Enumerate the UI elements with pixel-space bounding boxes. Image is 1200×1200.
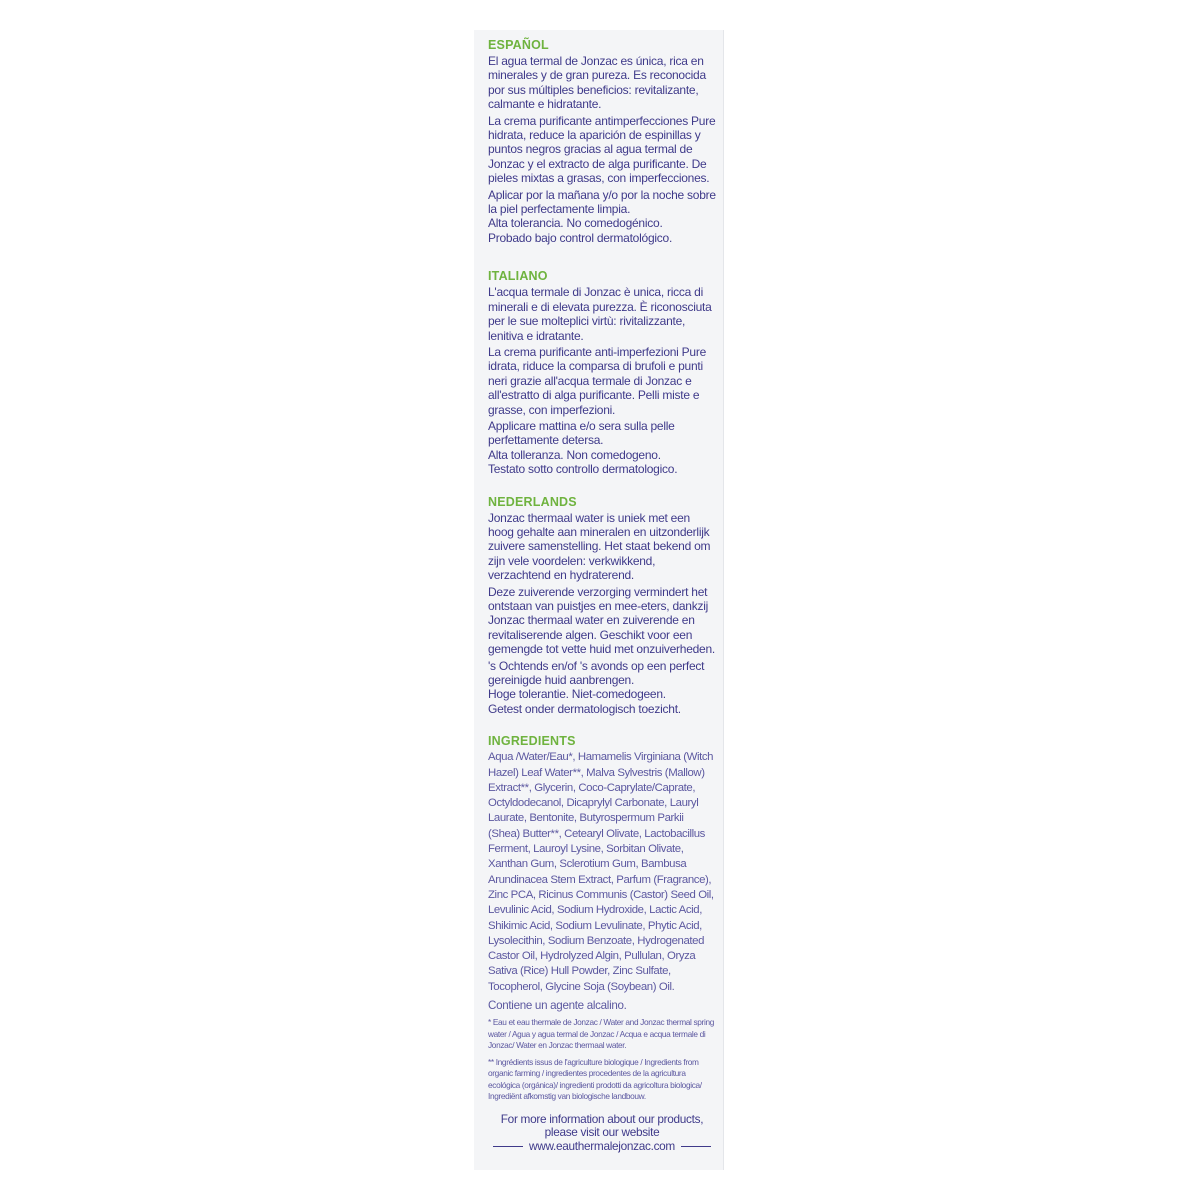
section-espanol bbox=[488, 38, 716, 245]
ingredients-list: Aqua /Water/Eau*, Hamamelis Virginiana (Witch Hazel) Leaf Water**, Malva Sylvestris (Mallow) Extract**, Glycerin, Coco-Caprylate/Caprate, Octyldodecanol, Dicaprylyl Carbonate, Lauryl Laurate, Bentonite, Butyrospermum Parkii (Shea) Butter**, Cetearyl Olivate, Lactobacillus Ferment, Lauroyl Lysine, Sorbitan Olivate, Xanthan Gum, Sclerotium Gum, Bambusa Arundinacea Stem Extract, Parfum (Fragrance), Zinc PCA, Ricinus Communis (Castor) Seed Oil, Levulinic Acid, Sodium Hydroxide, Lactic Acid, Shikimic Acid, Sodium Levulinate, Phytic Acid, Lysolecithin, Sodium Benzoate, Hydrogenated Castor Oil, Hydrolyzed Algin, Pullulan, Oryza Sativa (Rice) Hull Powder, Zinc Sulfate, Tocopherol, Glycine Soja (Soybean) Oil. bbox=[488, 751, 714, 993]
espanol-paragraph-3: Aplicar por la mañana y/o por la noche sobre la piel perfectamente limpia. bbox=[488, 187, 716, 217]
italiano-heading: ITALIANO bbox=[488, 269, 548, 284]
footnote-thermal-water: * Eau et eau thermale de Jonzac / Water and Jonzac thermal spring water / Agua y agua termal de Jonzac / Acqua e acqua termale di Jonzac/ Water en Jonzac thermaal water. bbox=[488, 1017, 714, 1050]
italiano-paragraph-1: L'acqua termale di Jonzac è unica, ricca di minerali e di elevata purezza. È riconosciuta per le sue molteplici virtù: rivitalizzante, lenitiva e idratante. bbox=[488, 285, 712, 343]
product-label-panel bbox=[474, 30, 724, 1170]
espanol-paragraph-4: Alta tolerancia. No comedogénico. bbox=[488, 216, 663, 231]
nederlands-paragraph-1: Jonzac thermaal water is uniek met een hoog gehalte aan mineralen en uitzonderlijk zuivere samenstelling. Het staat bekend om zijn vele voordelen: verkwikkend, verzachtend en hydraterend. bbox=[488, 510, 711, 583]
footer-url-row bbox=[488, 1140, 716, 1154]
website-url-link[interactable]: www.eauthermalejonzac.com bbox=[529, 1138, 675, 1153]
footer-info-line-1: For more information about our products, bbox=[500, 1111, 704, 1126]
section-nederlands bbox=[488, 495, 716, 717]
espanol-heading: ESPAÑOL bbox=[488, 38, 549, 52]
section-ingredients bbox=[488, 734, 716, 1102]
espanol-paragraph-5: Probado bajo control dermatológico. bbox=[488, 230, 673, 245]
nederlands-paragraph-2: Deze zuiverende verzorging vermindert het ontstaan van puistjes en mee-eters, dankzij Jonzac thermaal water en zuiverende en revitaliserende algen. Geschikt voor een gemengde tot vette huid met onzuiverheden. bbox=[488, 584, 715, 657]
italiano-paragraph-3: Applicare mattina e/o sera sulla pelle perfettamente detersa. bbox=[488, 418, 675, 448]
italiano-paragraph-4: Alta tolleranza. Non comedogeno. bbox=[488, 447, 661, 462]
footer-info-line-2: please visit our website bbox=[544, 1125, 660, 1140]
nederlands-paragraph-4: Hoge tolerantie. Niet-comedogeen. bbox=[488, 687, 666, 702]
espanol-paragraph-1: El agua termal de Jonzac es única, rica en minerales y de gran pureza. Es reconocida por sus múltiples beneficios: revitalizante, calmante e hidratante. bbox=[488, 54, 706, 112]
footer-left-rule bbox=[493, 1146, 523, 1147]
nederlands-paragraph-3: 's Ochtends en/of 's avonds op een perfect gereinigde huid aanbrengen. bbox=[488, 658, 705, 688]
panel-edge-divider bbox=[723, 30, 724, 1170]
alkaline-notice: Contiene un agente alcalino. bbox=[488, 999, 627, 1012]
section-italiano bbox=[488, 269, 716, 476]
footnote-organic: ** Ingrédients issus de l'agriculture biologique / Ingredients from organic farming / ingredientes procedentes de la agricultura ecológica (orgánica)/ ingredienti prodotti da agricoltura biologica/ Ingrediënt afkomstig van biologische landbouw. bbox=[488, 1056, 702, 1101]
italiano-paragraph-5: Testato sotto controllo dermatologico. bbox=[488, 462, 678, 477]
nederlands-heading: NEDERLANDS bbox=[488, 494, 577, 509]
footer-right-rule bbox=[681, 1146, 711, 1147]
nederlands-paragraph-5: Getest onder dermatologisch toezicht. bbox=[488, 701, 681, 716]
website-footer bbox=[488, 1113, 716, 1154]
ingredients-heading: INGREDIENTS bbox=[488, 734, 576, 749]
espanol-paragraph-2: La crema purificante antimperfecciones Pure hidrata, reduce la aparición de espinillas y puntos negros gracias al agua termal de Jonzac y el extracto de alga purificante. De pieles mixtas a grasas, con imperfecciones. bbox=[488, 113, 716, 186]
italiano-paragraph-2: La crema purificante anti-imperfezioni Pure idrata, riduce la comparsa di brufoli e punti neri grazie all'acqua termale di Jonzac e all'estratto di alga purificante. Pelli miste e grasse, con imperfezioni. bbox=[488, 344, 707, 417]
